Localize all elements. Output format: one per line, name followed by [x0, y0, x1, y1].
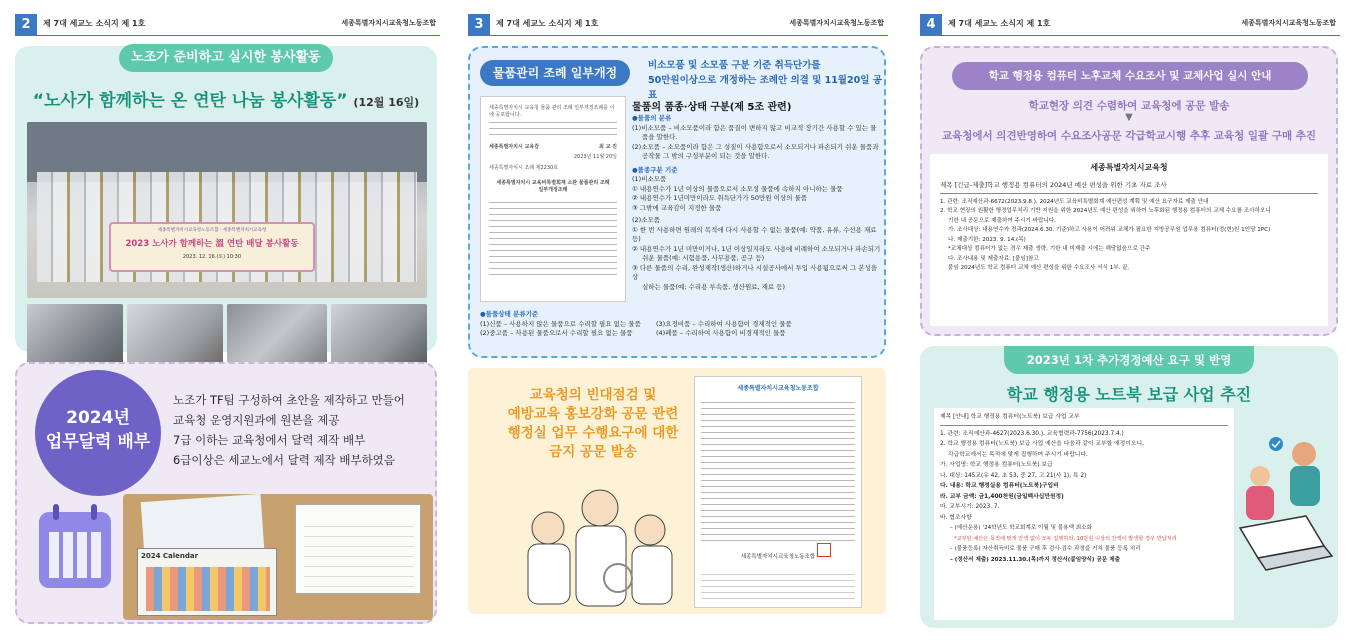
- org-label: 세종특별자치시교육청노동조합: [789, 19, 884, 27]
- state-criteria: [480, 310, 880, 339]
- doc-title: 세종특별자치시 교육비특별회계 소관 물품관리 조례 일부개정조례: [496, 180, 610, 193]
- rule-line: ③ 그밖에 교육감이 지정한 물품: [632, 203, 722, 212]
- doc-line: 붙임 2024년도 학교 컴퓨터 교체 예산 편성을 위한 수요조사 서식 1부. 끝.: [948, 265, 1130, 271]
- heading-line: 행정실 업무 수행요구에 대한: [507, 425, 679, 441]
- rule-body: [632, 114, 882, 292]
- doc-line: *교부된 예산은 목적에 맞게 잔액 없이 모두 집행하되, 10만원 이상의 잔액이 발생할 경우 반납처리: [954, 535, 1177, 542]
- org-label: 세종특별자치시교육청노동조합: [341, 19, 436, 27]
- doc-line: 기한 내 공문으로 제출하여 주시기 바랍니다.: [948, 217, 1056, 224]
- calendar-page: [295, 504, 421, 594]
- ordinance-pill: 물품관리 조례 일부개정: [480, 60, 630, 86]
- doc-line: 가. 사업명: 학교 행정용 컴퓨터(노트북) 보급: [940, 462, 1053, 468]
- bedbug-document: [694, 376, 862, 608]
- rule-section-head: ●품종구분 기준: [632, 165, 678, 174]
- criteria-left: [480, 320, 652, 339]
- heading-date: (12월 16일): [353, 96, 420, 109]
- page-4: [920, 0, 1340, 640]
- criteria-line: (3)요정비품 – 수리하여 사용함이 경제적인 물품: [656, 319, 792, 328]
- page-number: 4: [920, 14, 942, 36]
- doc-line: – (예산운용) ‘24학년도 학교회계로 이월 및 불용액 최소화: [950, 525, 1092, 531]
- summary-line-2: 교육청에서 의견반영하여 수요조사공문 각급학교시행 추후 교육청 일괄 구매 추진: [941, 130, 1317, 142]
- intro-line-2: 50만원이상으로 개정하는 조례안 의결 및 11월20일 공표: [648, 75, 882, 101]
- issue-label: 제 7대 세교노 소식지 제 1호: [948, 19, 1051, 28]
- person-body: [1246, 486, 1274, 520]
- figure-head: [582, 490, 618, 526]
- figure-body: [528, 544, 570, 604]
- volunteer-title-pill: 노조가 준비하고 실시한 봉사활동: [119, 44, 333, 72]
- desc-line-2: 교육청 운영지원과에 원본을 제공: [173, 413, 340, 427]
- doc-line: 2. 학교 현장의 원활한 행정업무처리 기반 지원을 위한 2024년도 예산 편성을 위하여 노후화된 행정용 컴퓨터의 교체 수요를 조사하오니: [940, 208, 1271, 214]
- calendar-photo: [123, 494, 433, 620]
- calendar-icon-ring: [53, 504, 59, 520]
- page-header: [920, 14, 1340, 36]
- pc-document: [930, 154, 1328, 326]
- bedbug-heading: [498, 386, 688, 462]
- doc-subject: 제목 [긴급-제출]학교 행정용 컴퓨터의 2024년 예산 편성을 위한 기초 자료 조사: [940, 181, 1318, 194]
- figure-body: [632, 546, 672, 604]
- doc-line: 다. 조사내용 및 제출자료: [붙임]참고: [948, 255, 1039, 262]
- ordinance-document: [480, 96, 626, 302]
- photo-banner: [109, 222, 315, 272]
- doc-line: – (정산서 제출) 2023.11.30.(목)까지 정산서(붙임양식) 공문 제출: [950, 556, 1121, 563]
- doc-signature: 세종특별자치시교육청노동조합: [740, 554, 816, 560]
- figure-head: [532, 512, 564, 544]
- calendar-icon-ring: [91, 504, 97, 520]
- calendar-section: [15, 362, 437, 624]
- pc-replacement-section: [920, 46, 1338, 336]
- rule-line: (2)소모품: [632, 216, 661, 224]
- criteria-line: (4)폐품 – 수리하여 사용함이 비경제적인 물품: [656, 329, 786, 337]
- calendar-label: 2024 Calendar: [141, 552, 199, 560]
- doc-line: 바. 협조사항: [940, 514, 972, 521]
- laptop-illustration: [1236, 432, 1336, 582]
- down-arrow-icon: ▼: [1125, 112, 1133, 123]
- criteria-rows: [480, 320, 880, 339]
- rule-title: 물품의 품종·상태 구분(제 5조 관련): [632, 102, 792, 113]
- doc-line: – (물품등록) 자산취득비로 물품 구매 후 검사·검수 과정을 거쳐 물품 등록 처리: [950, 546, 1141, 552]
- rule-line: ② 내용연수가 1년미만이라도 취득단가가 50만원 이상의 물품: [632, 194, 808, 202]
- rule-line: ③ 다른 물품의 수리, 완성제작(생산)하거나 시설공사에서 투입 사용됨으로써 그 본성을 상: [632, 263, 878, 281]
- intro-line-1: 비소모품 및 소모품 구분 기준 취득단가를: [648, 60, 821, 71]
- calendar-page-grid: [304, 523, 414, 587]
- heading-text: “노사가 함께하는 온 연탄 나눔 봉사활동”: [32, 91, 348, 111]
- doc-sign-row: [489, 144, 617, 151]
- doc-body-filler: [701, 402, 855, 542]
- banner-top-text: 세종특별자치시교육청노동조합 · 세종특별자치시교육청: [157, 228, 267, 233]
- desk-calendar: [137, 548, 277, 616]
- rule-line: ① 한 번 사용하면 원래의 목적에 다시 사용할 수 없는 물품(예: 약품, 유류, 수선용 재료 등): [632, 225, 877, 243]
- doc-line: 라. 교부 금액: 금1,400천원(금일백사십만원정): [940, 493, 1064, 500]
- page-number: 2: [15, 14, 37, 36]
- criteria-head: ●물품상태 분류기준: [480, 310, 539, 318]
- doc-body-filler: [489, 202, 617, 276]
- figure-body: [576, 526, 626, 606]
- doc-subject: 제목 [안내] 학교 행정용 컴퓨터(노트북) 보급 사업 교부: [940, 413, 1228, 426]
- figure-head: [635, 515, 665, 545]
- rule-section-head: ●물품의 분류: [632, 114, 672, 122]
- calendar-icon-grid: [49, 532, 101, 578]
- doc-signer-title: 세종특별자치시 교육감: [489, 144, 540, 150]
- criteria-line: (1)신품 – 사용하지 않은 물품으로 수리할 필요 없는 물품: [480, 319, 641, 328]
- rule-line: ② 내용연수가 1년 미만이거나, 1년 이상일지라도 사용에 비례하여 소모되거나 파손되기: [632, 244, 881, 253]
- bedbug-section: [468, 368, 886, 614]
- laptop-document: [934, 408, 1234, 620]
- section-title-pill: 학교 행정용 컴퓨터 노후교체 수요조사 및 교체사업 실시 안내: [952, 62, 1308, 90]
- heading-line: 금지 공문 발송: [549, 444, 637, 460]
- page-header: [15, 14, 440, 36]
- doc-filler: [489, 122, 617, 140]
- group-photo: [27, 122, 427, 298]
- doc-line: 가. 조사대상: 내용연수가 경과(2024.6.30. 기준)하고 사용이 어려워 교체가 필요한 지방공무원 업무용 컴퓨터(정(현)원 1인당 1PC): [948, 227, 1271, 233]
- doc-date: 2023년 11월 20일: [573, 154, 617, 160]
- org-label: 세종특별자치시교육청노동조합: [1241, 19, 1336, 27]
- doc-line: 마. 교부시기: 2023. 7.: [940, 504, 1000, 510]
- page-header: [468, 14, 888, 36]
- criteria-line: (2)중고품 – 사용된 물품으로서 수리할 필요 없는 물품: [480, 329, 633, 337]
- page-3: [468, 0, 888, 640]
- doc-line: 1. 관련: 조직예산과-4627(2023.6.30.), 교육협력과-7756(2023.7.4.): [940, 430, 1124, 437]
- doc-line: 나. 제출기한: 2023. 9. 14.(목): [948, 236, 1026, 243]
- page-number: 3: [468, 14, 490, 36]
- doc-number: 세종특별자치시 조례 제2230호: [489, 165, 559, 171]
- banner-main-text: 2023 노사가 함께하는 溫 연탄 배달 봉사활동: [125, 239, 299, 249]
- summary-line-1: 학교현장 의견 수렴하여 교육청에 공문 발송: [1028, 100, 1230, 112]
- rule-line: ① 내용연수가 1년 이상의 물품으로서 소모성 물품에 속하지 아니하는 물품: [632, 184, 843, 193]
- banner-date-text: 2023. 12. 16.(토) 10:30: [182, 254, 242, 260]
- volunteer-heading: [15, 86, 437, 111]
- rule-line: (1)비소모품 – 비소모품이라 함은 품질이 변하지 않고 비교적 장기간 사용할 수 있는 물: [632, 123, 877, 132]
- page-2: [15, 0, 440, 640]
- doc-line: 나. 대상: 145교(유 42, 초 53, 중 27, 고 21(사 1), 특 2): [940, 472, 1087, 479]
- person-head: [1250, 466, 1270, 486]
- heading-line: 교육청의 빈대점검 및: [529, 387, 657, 403]
- check-icon: [1269, 437, 1283, 451]
- issue-label: 제 7대 세교노 소식지 제 1호: [43, 19, 146, 28]
- volunteer-section: [15, 46, 437, 352]
- doc-signer: 최 교 진: [599, 144, 617, 150]
- supply-ordinance-section: [468, 46, 886, 358]
- calendar-icon: [39, 512, 111, 588]
- rule-line: (1)비소모품: [632, 175, 667, 183]
- badge-line-1: 2024년: [66, 408, 130, 428]
- doc-line: 각급학교에서는 목적에 맞게 집행하여 주시기 바랍니다.: [948, 451, 1088, 458]
- doc-org: 세종특별자치시교육청노동조합: [737, 385, 819, 392]
- doc-line: 1. 관련: 조직예산과-6672(2023.9.8.), 2024년도 교육비특별회계 예산편성 계획 및 예산 요구자료 제출 안내: [940, 198, 1209, 205]
- doc-line: *교체대상 컴퓨터가 없는 경우 제출 생략, 기한 내 미제출 시에는 해당없음으로 간주: [948, 246, 1151, 252]
- hazmat-illustration: [508, 468, 688, 608]
- doc-line: 다. 내용: 학교 행정실용 컴퓨터(노트북)구입비: [940, 483, 1059, 489]
- desc-line-3: 7급 이하는 교육청에서 달력 제작 배부: [173, 433, 366, 447]
- section-band: 2023년 1차 추가경정예산 요구 및 반영: [1004, 346, 1254, 374]
- badge-line-2: 업무달력 배부: [45, 432, 151, 452]
- desc-line-4: 6급이상은 세교노에서 달력 제작 배부하였음: [173, 453, 395, 467]
- calendar-illustration: [146, 567, 270, 611]
- rule-line: (2)소모품 – 소모품이라 함은 그 성질이 사용함으로서 소모되거나 파손되기 쉬운 물품과: [632, 142, 879, 151]
- rule-line: 품을 말한다.: [642, 133, 678, 141]
- laptop-heading: 학교 행정용 노트북 보급 사업 추진: [1006, 385, 1252, 404]
- laptop-section: [920, 346, 1338, 628]
- rule-line: 공작물 그 밖의 구성부분이 되는 것을 말한다.: [642, 152, 770, 160]
- desc-line-1: [173, 390, 405, 410]
- doc-stamp: [817, 543, 831, 557]
- heading-line: 예방교육 홍보강화 공문 관련: [507, 406, 679, 422]
- doc-line: 2. 학교 행정용 컴퓨터(노트북) 보급 사업 예산을 다음과 같이 교부할 예정이오니,: [940, 441, 1144, 447]
- doc-line: 세종특별자치시 교육청 물품 관리 조례 일부개정조례를 이에 공포합니다.: [489, 105, 615, 118]
- rule-line: 실하는 물품(예: 수리용 부속품, 생산원료, 재료 등): [642, 282, 786, 291]
- doc-org: 세종특별자치시교육청: [1090, 163, 1168, 172]
- calendar-description: [173, 390, 405, 470]
- calendar-badge: [35, 370, 161, 496]
- doc-footer-filler: [701, 574, 855, 604]
- rule-line: 쉬운 물품(예: 시험용품, 사무용품, 공구 등): [642, 254, 765, 262]
- person-head: [1292, 442, 1316, 466]
- desc-text: 노조가 TF팀 구성하여 초안을 제작하고 만들어: [173, 393, 405, 407]
- person-body: [1290, 466, 1320, 506]
- issue-label: 제 7대 세교노 소식지 제 1호: [496, 19, 599, 28]
- criteria-right: [656, 320, 792, 339]
- ordinance-intro: [648, 58, 884, 103]
